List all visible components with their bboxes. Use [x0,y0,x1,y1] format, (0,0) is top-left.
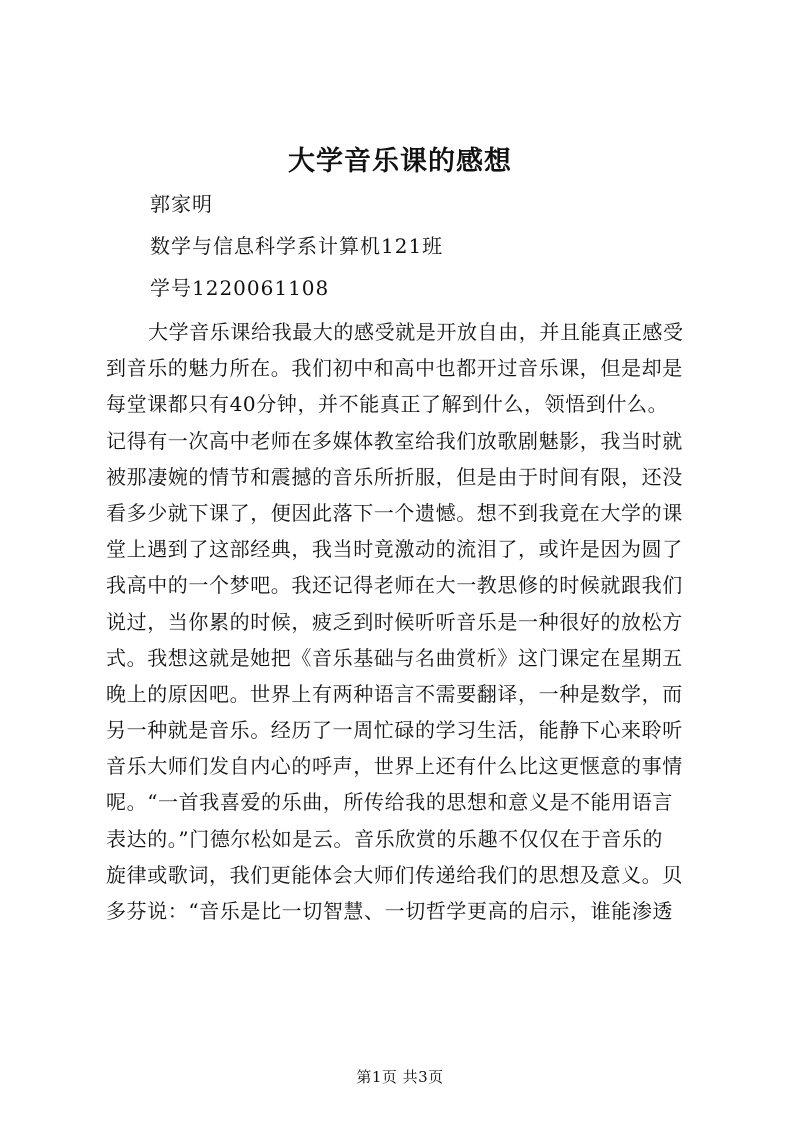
body-line: 表达的。”门德尔松如是云。音乐欣赏的乐趣不仅仅在于音乐的 [106,826,664,851]
body-line: 到音乐的魅力所在。我们初中和高中也都开过音乐课，但是却是 [106,356,683,381]
body-line: 多芬说：“音乐是比一切智慧、一切哲学更高的启示，谁能渗透 [106,899,674,923]
body-line: 说过，当你累的时候，疲乏到时候听听音乐是一种很好的放松方 [106,609,683,634]
body-line: 呢。“一首我喜爱的乐曲，所传给我的思想和意义是不能用语言 [106,790,674,815]
body-line: 晚上的原因吧。世界上有两种语言不需要翻译，一种是数学，而 [106,681,683,706]
student-id: 学号1220061108 [150,276,330,300]
body-line: 我高中的一个梦吧。我还记得老师在大一教思修的时候就跟我们 [106,573,683,598]
body-line: 式。我想这就是她把《音乐基础与名曲赏析》这门课定在星期五 [106,645,683,670]
body-line: 音乐大师们发自内心的呼声，世界上还有什么比这更惬意的事情 [106,754,683,779]
author-name: 郭家明 [150,192,213,216]
body-line: 另一种就是音乐。经历了一周忙碌的学习生活，能静下心来聆听 [106,718,683,743]
body-line: 被那凄婉的情节和震撼的音乐所折服，但是由于时间有限，还没 [106,464,683,489]
page-footer: 第1页 共3页 [356,1068,444,1086]
body-line: 看多少就下课了，便因此落下一个遗憾。想不到我竟在大学的课 [106,500,683,525]
body-line: 每堂课都只有40分钟，并不能真正了解到什么，领悟到什么。 [106,392,669,417]
department-class: 数学与信息科学系计算机121班 [150,234,444,258]
document-title: 大学音乐课的感想 [288,146,512,177]
essay-body [106,314,706,929]
body-line: 堂上遇到了这部经典，我当时竟激动的流泪了，或许是因为圆了 [106,537,683,562]
body-line: 大学音乐课给我最大的感受就是开放自由，并且能真正感受 [148,320,684,344]
body-line: 记得有一次高中老师在多媒体教室给我们放歌剧魅影，我当时就 [106,428,683,453]
body-line: 旋律或歌词，我们更能体会大师们传递给我们的思想及意义。贝 [106,862,683,887]
